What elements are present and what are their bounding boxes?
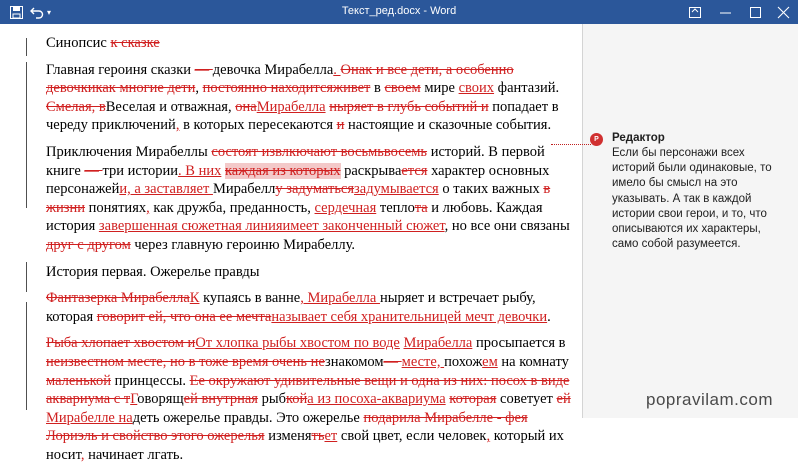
inserted-text: Мирабелла	[256, 98, 326, 115]
text-run: советует	[496, 391, 557, 408]
text-run: и любовь. Каждая история	[46, 199, 543, 235]
inserted-text: месте,	[401, 353, 445, 370]
deleted-text: подарила Мирабелле - фея Лориэль и свойство этого ожерелья	[46, 409, 528, 445]
change-bar	[26, 62, 27, 128]
deleted-text: Рыба хлопает хвостом и	[46, 335, 196, 352]
deleted-text: своем	[384, 80, 421, 97]
deleted-text: и	[336, 117, 345, 134]
text-run: начинает лгать.	[84, 446, 184, 463]
commented-text: каждая из которых	[224, 162, 341, 179]
deleted-text: Онак и все дети, а особенно девочкикак многие дети	[46, 61, 514, 97]
change-bar	[26, 128, 27, 208]
text-run: оворящ	[137, 391, 184, 408]
inserted-text: а из посоха-аквариума	[307, 391, 446, 408]
text-run: фантазий.	[494, 80, 560, 97]
maximize-icon[interactable]	[742, 0, 768, 24]
text-run: История первая. Ожерелье правды	[46, 263, 260, 280]
minimize-icon[interactable]	[712, 0, 738, 24]
text-run: купаясь в ванне	[199, 290, 301, 307]
text-run: три истории	[102, 162, 179, 179]
text-run: принцессы.	[111, 372, 190, 389]
inserted-text: и, а заставляет	[119, 181, 213, 198]
deleted-text: ей внутрная	[183, 391, 258, 408]
deleted-text: Фантазерка Мирабелла	[46, 290, 190, 307]
paragraph-story-2[interactable]	[46, 334, 582, 464]
comment-author: Редактор	[612, 132, 665, 144]
inserted-text: задумывается	[354, 181, 439, 198]
paragraph-story-1[interactable]	[46, 289, 582, 326]
deleted-text: та	[414, 199, 428, 216]
ribbon-display-options-icon[interactable]	[682, 0, 708, 24]
deleted-text: друг с другом	[46, 236, 131, 253]
document-body[interactable]	[46, 34, 582, 472]
comment-anchor-line	[551, 144, 591, 145]
watermark: popravilam.com	[646, 390, 773, 409]
text-run: .	[547, 308, 551, 325]
inserted-text: завершенная сюжетная линияимеет законченный сюжет	[98, 218, 445, 235]
deleted-text: к сказке	[110, 35, 160, 51]
deleted-text: кой	[285, 391, 308, 408]
deleted-text: неизвестном месте, но в тоже время очень не	[46, 353, 325, 370]
deleted-text: постоянно находитсяживет	[202, 80, 371, 97]
deleted-text: Ее окружают удивительные вещи и одна из них: посох в виде аквариума с т	[46, 372, 570, 408]
text-run: историй. В первой книге	[46, 143, 545, 179]
deleted-text: состоят извлкючают восьмьвосемь	[211, 143, 428, 160]
deleted-text: —	[84, 162, 103, 179]
inserted-text: ,	[175, 117, 180, 134]
text-run: девочка Мирабелла	[212, 61, 334, 78]
inserted-text: ем	[482, 353, 498, 370]
close-icon[interactable]	[770, 0, 796, 24]
deleted-text: Смелая, в	[46, 98, 106, 115]
text-run: попадает в череду приключений	[46, 98, 559, 134]
change-bar	[26, 262, 27, 292]
text-run: настоящие и сказочные события.	[344, 117, 552, 134]
inserted-text: ,	[146, 199, 150, 216]
deleted-text: ей	[556, 391, 571, 408]
paragraph-adventures[interactable]	[46, 143, 582, 255]
inserted-text: Г	[130, 391, 138, 408]
inserted-text: От хлопка рыбы хвостом по воде	[195, 335, 400, 352]
deleted-text: —	[194, 61, 213, 78]
inserted-text: своих	[458, 80, 495, 97]
paragraph-intro[interactable]	[46, 61, 582, 135]
title-bar	[0, 0, 798, 24]
inserted-text: .	[333, 61, 341, 78]
deleted-text: она	[235, 98, 257, 115]
text-run: Мирабелл	[212, 181, 276, 198]
text-run: ныряет и встречает рыбу, которая	[46, 290, 536, 325]
text-run: понятиях	[85, 199, 147, 216]
inserted-text: , Мирабелла	[300, 290, 380, 307]
change-bar	[26, 38, 27, 56]
deleted-text: которая	[449, 391, 497, 408]
inserted-text: ,	[80, 446, 85, 463]
paragraph-story-heading[interactable]	[46, 263, 582, 282]
deleted-text: —	[383, 353, 402, 370]
inserted-text: ет	[324, 428, 338, 445]
deleted-text: ныряет в глубь событий и	[329, 98, 489, 115]
deleted-text: говорит ей, что она ее мечта	[96, 308, 272, 325]
text-run: изменя	[264, 428, 312, 445]
text-run: Приключения Мирабеллы	[46, 143, 212, 160]
inserted-text: К	[189, 290, 200, 307]
deleted-text: в жизни	[46, 181, 551, 216]
paragraph-title[interactable]	[46, 34, 582, 53]
deleted-text: маленькой	[46, 372, 112, 389]
text-run: раскрыва	[340, 162, 402, 179]
text-run: , но все они связаны	[444, 218, 570, 235]
inserted-text: сердечная	[314, 199, 377, 216]
deleted-text: ть	[311, 428, 325, 445]
text-run: знакомом	[324, 353, 384, 370]
text-run: похож	[444, 353, 483, 370]
text-run: в	[370, 80, 385, 97]
inserted-text: Мирабелле на	[46, 409, 133, 426]
text-run: деть ожерелье правды. Это ожерелье	[132, 409, 364, 426]
inserted-text: называет себя хранительницей мечт девочки	[271, 308, 548, 325]
inserted-text: . В них	[178, 162, 222, 179]
text-run: просыпается в	[472, 335, 566, 352]
text-run: Веселая и отважная,	[105, 98, 236, 115]
text-run: о таких важных	[438, 181, 544, 198]
comment-text: Если бы персонажи всех историй были одинаковые, то имело бы смысл на это указывать. А так в каждой истории свои герои, и то, что описываются их характеры, само собой разумеется.	[612, 147, 772, 251]
text-run: рыб	[257, 391, 286, 408]
text-run: тепло	[376, 199, 415, 216]
text-run: Синопсис	[46, 35, 111, 51]
text-run: характер основных персонажей	[46, 162, 550, 198]
text-run: ,	[195, 80, 203, 97]
comment-author-avatar: P	[590, 133, 603, 146]
change-bar	[26, 302, 27, 410]
text-run: Главная героиня сказки	[46, 61, 195, 78]
inserted-text: ,	[486, 428, 491, 445]
text-run: в которых пересекаются	[179, 117, 337, 134]
text-run: свой цвет, если человек	[337, 428, 487, 445]
text-run: через главную героиню Мирабеллу.	[130, 236, 356, 253]
text-run: на комнату	[497, 353, 569, 370]
text-run: мире	[420, 80, 459, 97]
inserted-text: Мирабелла	[403, 335, 473, 352]
text-run: который их носит	[46, 428, 564, 463]
window-title: Текст_ред.docx - Word	[341, 5, 457, 17]
text-run: как дружба, преданность,	[149, 199, 315, 216]
quick-access-dropdown-icon[interactable]: ▾	[46, 7, 51, 17]
deleted-text: ется	[401, 162, 428, 179]
deleted-text: у задуматься	[275, 181, 355, 198]
